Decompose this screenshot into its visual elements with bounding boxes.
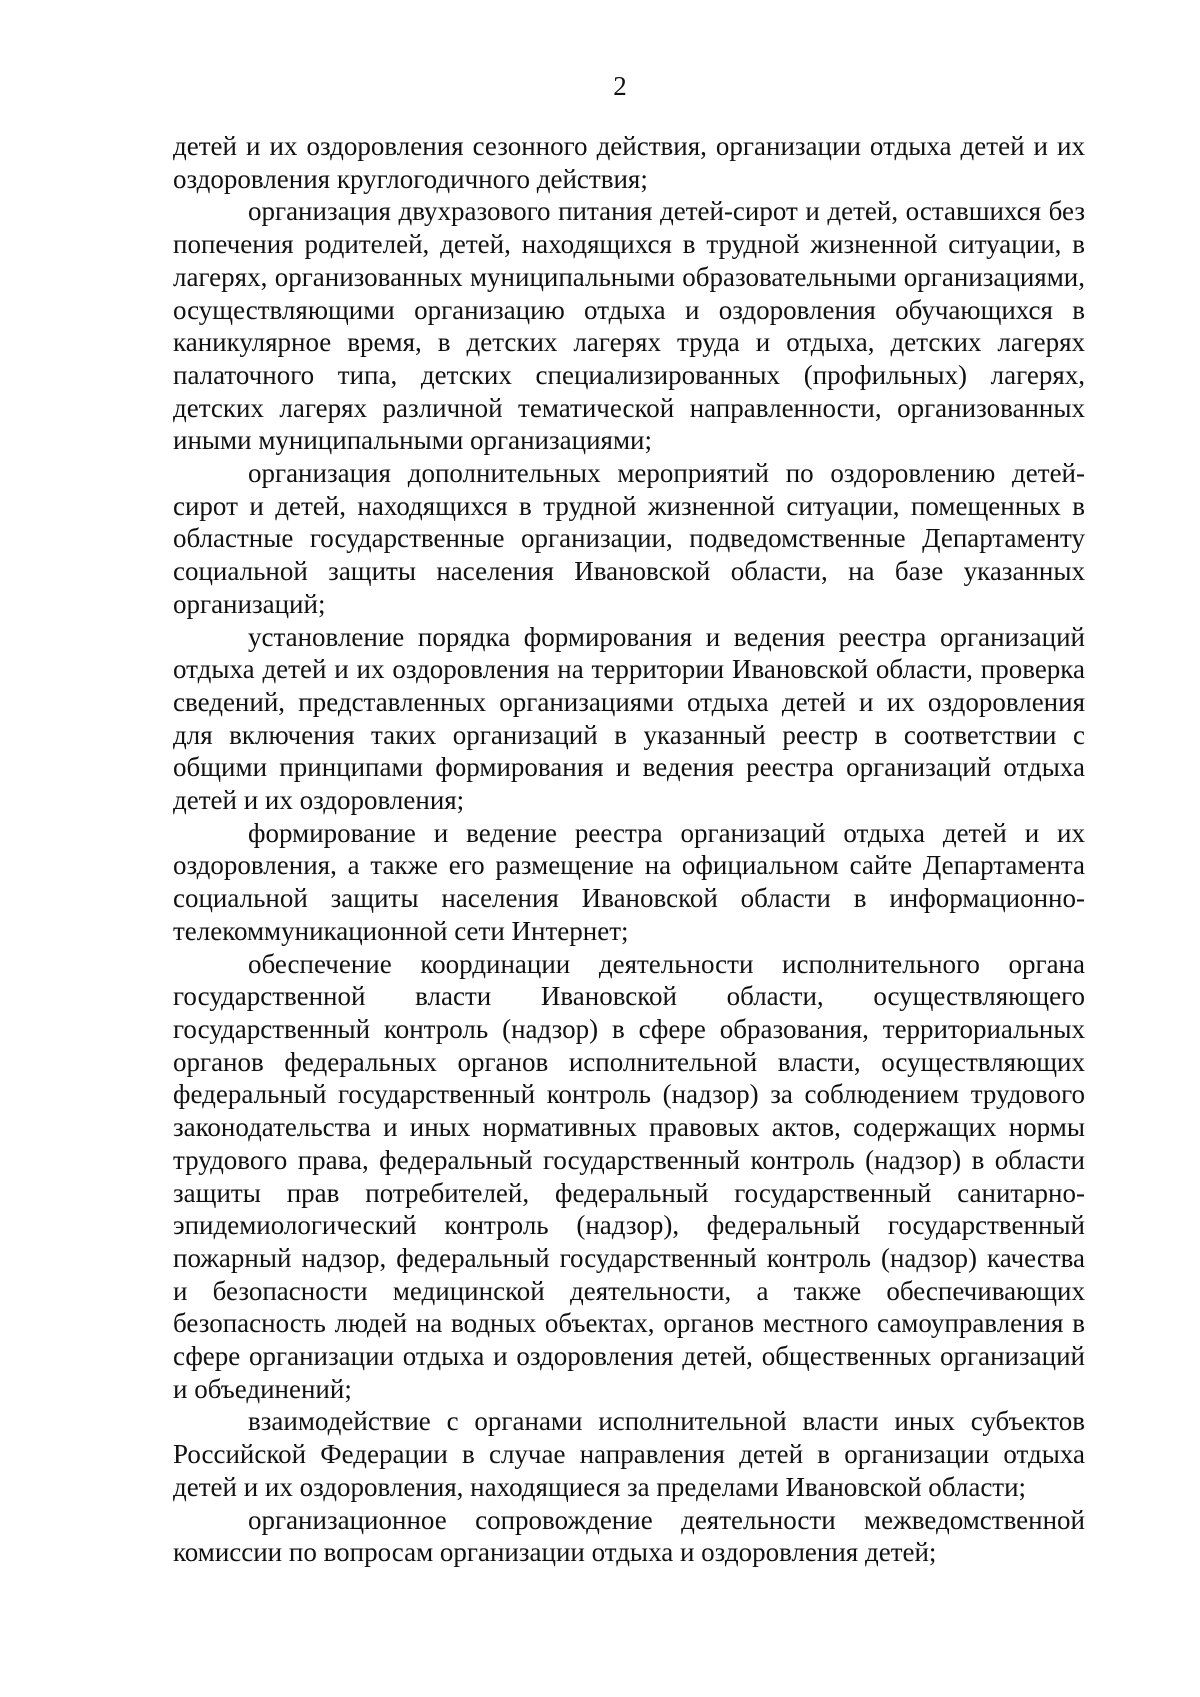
paragraph-registry-maintenance: формирование и ведение реестра организаций отдыха детей и их оздоровления, а также его размещение на официальном сайте Департамента социальной защиты населения Ивановской области в информационно-телекоммуникационной сети Интернет; — [173, 817, 1085, 946]
document-body — [173, 130, 1085, 1569]
paragraph-meals: организация двухразового питания детей-сирот и детей, оставшихся без попечения родителей, детей, находящихся в трудной жизненной ситуации, в лагерях, организованных муниципальными образовательными организациями, осуществляющими организацию отдыха и оздоровления обучающихся в каникулярное время, в детских лагерях труда и отдыха, детских лагерях палаточного типа, детских специализированных (профильных) лагерях, детских лагерях различной тематической направленности, организованных иными муниципальными организациями; — [173, 196, 1085, 456]
paragraph-coordination: обеспечение координации деятельности исполнительного органа государственной власти Ивановской области, осуществляющего государственный контроль (надзор) в сфере образования, территориальных органов федеральных органов исполнительной власти, осуществляющих федеральный государственный контроль (надзор) за соблюдением трудового законодательства и иных нормативных правовых актов, содержащих нормы трудового права, федеральный государственный контроль (надзор) в области защиты прав потребителей, федеральный государственный санитарно-эпидемиологический контроль (надзор), федеральный государственный пожарный надзор, федеральный государственный контроль (надзор) качества и безопасности медицинской деятельности, а также обеспечивающих безопасность людей на водных объектах, органов местного самоуправления в сфере организации отдыха и оздоровления детей, общественных организаций и объединений; — [173, 948, 1085, 1404]
paragraph-registry-procedure: установление порядка формирования и ведения реестра организаций отдыха детей и их оздоровления на территории Ивановской области, проверка сведений, представленных организациями отдыха детей и их оздоровления для включения таких организаций в указанный реестр в соответствии с общими принципами формирования и ведения реестра организаций отдыха детей и их оздоровления; — [173, 621, 1085, 816]
paragraph-continuation: детей и их оздоровления сезонного действия, организации отдыха детей и их оздоровления круглогодичного действия; — [173, 131, 1085, 194]
paragraph-interaction: взаимодействие с органами исполнительной власти иных субъектов Российской Федерации в случае направления детей в организации отдыха детей и их оздоровления, находящиеся за пределами Ивановской области; — [173, 1406, 1085, 1502]
paragraph-commission-support: организационное сопровождение деятельности межведомственной комиссии по вопросам организации отдыха и оздоровления детей; — [173, 1504, 1085, 1568]
page-number: 2 — [613, 71, 627, 101]
paragraph-additional-measures: организация дополнительных мероприятий по оздоровлению детей-сирот и детей, находящихся в трудной жизненной ситуации, помещенных в областные государственные организации, подведомственные Департаменту социальной защиты населения Ивановской области, на базе указанных организаций; — [173, 458, 1085, 619]
